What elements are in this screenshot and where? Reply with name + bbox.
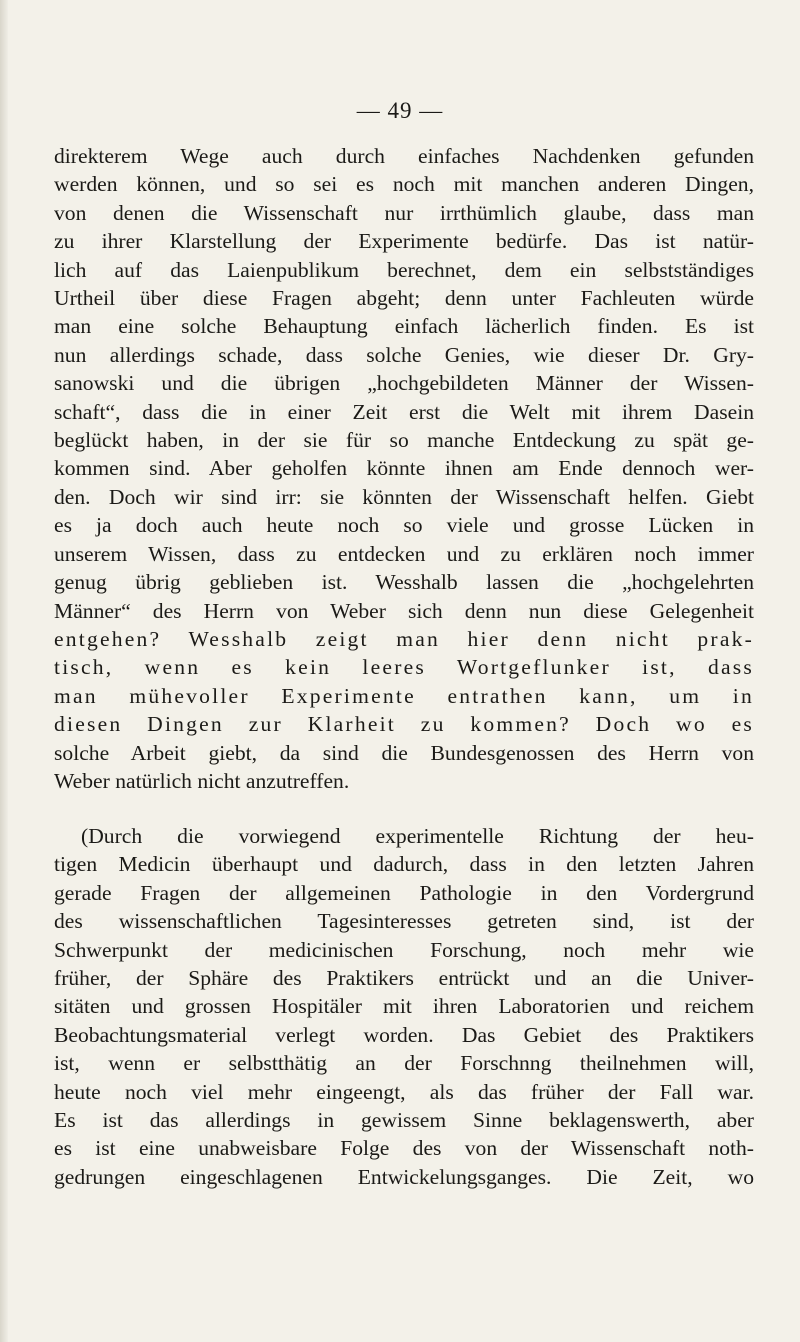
text-line: beglückt haben, in der sie für so manche Entdeckung zu spät ge- [54,428,754,453]
text-line: lich auf das Laienpublikum berechnet, dem ein selbstständiges [54,257,754,282]
text-line: unserem Wissen, dass zu entdecken und zu erklären noch immer [54,541,754,566]
text-line: ist, wenn er selbstthätig an der Forschnng theilnehmen will, [54,1051,754,1076]
text-line: tisch, wenn es kein leeres Wortgeflunker ist, dass [54,655,754,680]
text-line: sanowski und die übrigen „hochgebildeten Männer der Wissen- [54,371,754,396]
text-line: Es ist das allerdings in gewissem Sinne beklagenswerth, aber [54,1108,754,1133]
text-line: nun allerdings schade, dass solche Genies, wie dieser Dr. Gry- [54,342,754,367]
text-line: genug übrig geblieben ist. Wesshalb lassen die „hochgelehrten [54,570,754,595]
text-line: Schwerpunkt der medicinischen Forschung, noch mehr wie [54,937,754,962]
text-line: schaft“, dass die in einer Zeit erst die Welt mit ihrem Dasein [54,399,754,424]
text-line: Urtheil über diese Fragen abgeht; denn unter Fachleuten würde [54,286,754,311]
paragraph-1 [54,142,754,795]
text-line: entgehen? Wesshalb zeigt man hier denn nicht prak- [54,626,754,651]
text-line: tigen Medicin überhaupt und dadurch, dass in den letzten Jahren [54,852,754,877]
text-line: solche Arbeit giebt, da sind die Bundesgenossen des Herrn von [54,740,754,765]
text-line: gerade Fragen der allgemeinen Pathologie in den Vordergrund [54,880,754,905]
text-line: werden können, und so sei es noch mit manchen anderen Dingen, [54,172,754,197]
text-line: früher, der Sphäre des Praktikers entrückt und an die Univer- [54,966,754,991]
text-line: des wissenschaftlichen Tagesinteresses getreten sind, ist der [54,909,754,934]
text-line: man eine solche Behauptung einfach lächerlich finden. Es ist [54,314,754,339]
text-line: zu ihrer Klarstellung der Experimente bedürfe. Das ist natür- [54,229,754,254]
text-line: diesen Dingen zur Klarheit zu kommen? Doch wo es [54,712,754,737]
text-line: heute noch viel mehr eingeengt, als das früher der Fall war. [54,1079,754,1104]
page-number: — 49 — [356,98,444,123]
text-line: man mühevoller Experimente entrathen kann, um in [54,683,754,708]
paragraph-2 [54,822,754,1191]
text-line: Männer“ des Herrn von Weber sich denn nun diese Gelegenheit [54,598,754,623]
text-line: den. Doch wir sind irr: sie könnten der Wissenschaft helfen. Giebt [54,484,754,509]
text-line: es ja doch auch heute noch so viele und grosse Lücken in [54,513,754,538]
text-line: von denen die Wissenschaft nur irrthümlich glaube, dass man [54,200,754,225]
text-line: gedrungen eingeschlagenen Entwickelungsganges. Die Zeit, wo [54,1164,754,1189]
text-line: kommen sind. Aber geholfen könnte ihnen am Ende dennoch wer- [54,456,754,481]
text-line: sitäten und grossen Hospitäler mit ihren Laboratorien und reichem [54,994,754,1019]
text-line: direkterem Wege auch durch einfaches Nachdenken gefunden [54,144,754,168]
text-line: (Durch die vorwiegend experimentelle Richtung der heu- [81,824,754,848]
text-line: Beobachtungsmaterial verlegt worden. Das Gebiet des Praktikers [54,1022,754,1047]
text-line: es ist eine unabweisbare Folge des von der Wissenschaft noth- [54,1136,754,1161]
page-edge-shadow [0,0,8,1342]
text-line: Weber natürlich nicht anzutreffen. [54,768,350,793]
